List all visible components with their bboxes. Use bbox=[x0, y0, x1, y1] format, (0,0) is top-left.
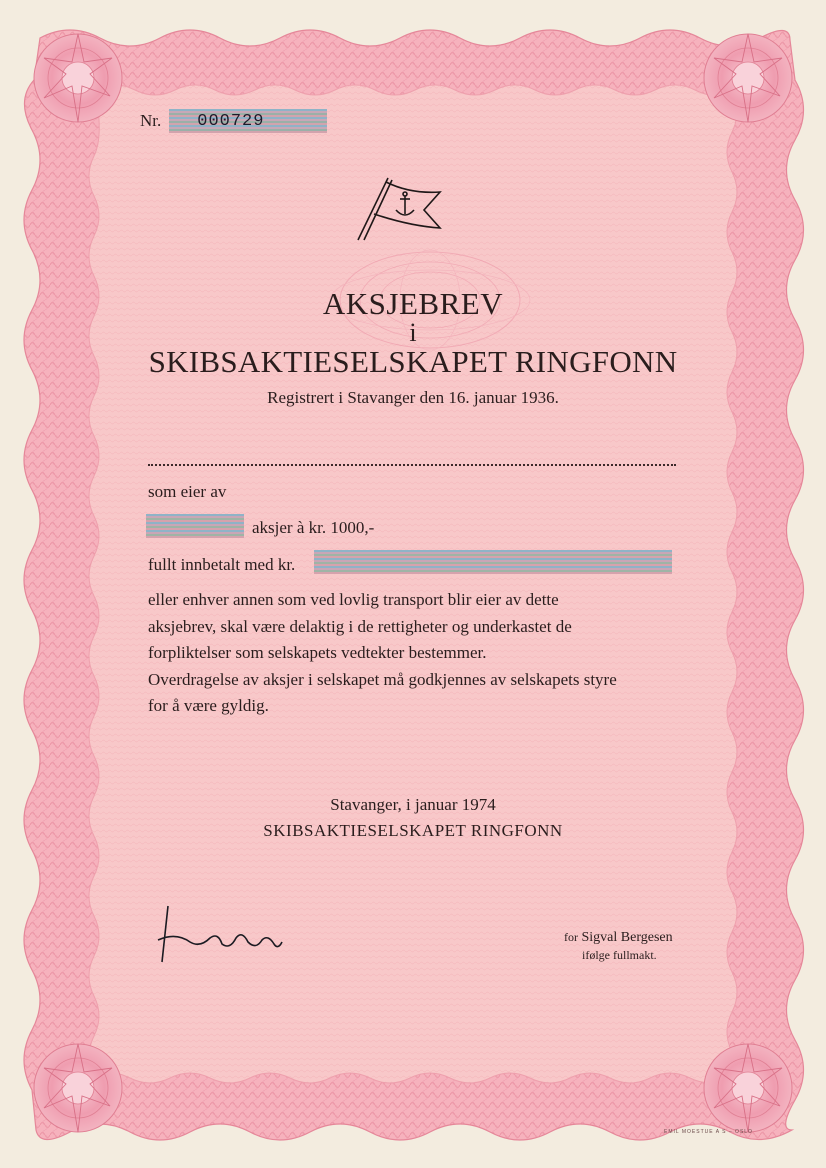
terms-line: forpliktelser som selskapets vedtekter bestemmer. bbox=[148, 643, 487, 662]
corner-rosette-icon bbox=[704, 34, 792, 122]
signatory-note: ifølge fullmakt. bbox=[582, 948, 657, 962]
company-name: SKIBSAKTIESELSKAPET RINGFONN bbox=[148, 344, 678, 379]
paid-amount-redacted bbox=[314, 550, 672, 574]
certificate-number bbox=[140, 109, 327, 133]
terms-line: for å være gyldig. bbox=[148, 696, 269, 715]
company-signature: SKIBSAKTIESELSKAPET RINGFONN bbox=[263, 821, 563, 840]
owner-label: som eier av bbox=[148, 482, 227, 501]
shares-count-redacted bbox=[146, 514, 244, 538]
corner-rosette-icon bbox=[34, 34, 122, 122]
shares-label: aksjer à kr. 1000,- bbox=[252, 518, 375, 537]
paid-label: fullt innbetalt med kr. bbox=[148, 555, 296, 574]
place-date: Stavanger, i januar 1974 bbox=[330, 795, 496, 814]
title-connector: i bbox=[409, 318, 417, 347]
number-value: 000729 bbox=[169, 109, 327, 133]
corner-rosette-icon bbox=[34, 1044, 122, 1132]
corner-rosette-icon bbox=[704, 1044, 792, 1132]
number-label: Nr. bbox=[140, 111, 162, 130]
signatory-prefix: for bbox=[564, 930, 578, 944]
terms-line: eller enhver annen som ved lovlig transport blir eier av dette bbox=[148, 590, 559, 609]
terms-line: Overdragelse av aksjer i selskapet må godkjennes av selskapets styre bbox=[148, 669, 617, 689]
signatory bbox=[564, 930, 673, 946]
registration-line: Registrert i Stavanger den 16. januar 1936. bbox=[267, 388, 559, 407]
owner-name-line bbox=[148, 450, 676, 466]
certificate-title: AKSJEBREV bbox=[322, 286, 504, 321]
signatory-name: Sigval Bergesen bbox=[581, 930, 673, 945]
printer-imprint: EMIL MOESTUE A S – OSLO bbox=[664, 1129, 753, 1135]
terms-paragraph bbox=[148, 587, 708, 720]
terms-line: aksjebrev, skal være delaktig i de rettigheter og underkastet de bbox=[148, 616, 572, 636]
